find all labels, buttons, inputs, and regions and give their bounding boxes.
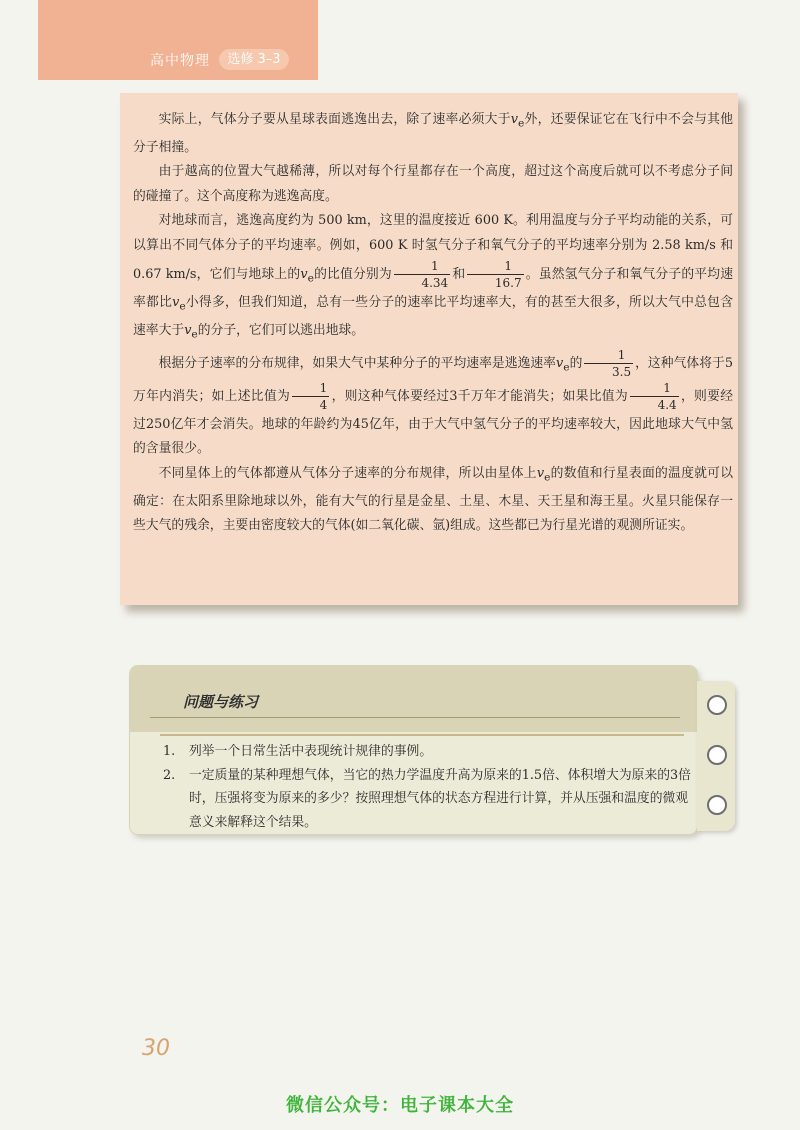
exercise-item: 1. 列举一个日常生活中表现统计规律的事例。 xyxy=(163,744,433,759)
volume-label: 选修 3–3 xyxy=(219,49,289,70)
page-number: 30 xyxy=(142,1036,170,1061)
paragraph-2: 由于越高的位置大气越稀薄，所以对每个行星都存在一个高度，超过这个高度后就可以不考虑分子间的碰撞了。这个高度称为逃逸高度。 xyxy=(133,164,733,204)
exercise-title: 问题与练习 xyxy=(183,693,259,711)
binder-ring-icon xyxy=(707,745,727,765)
paragraph-4: 根据分子速率的分布规律，如果大气中某种分子的平均速率是逃逸速率$v_e$的 $\frac{1}{3.5}$ ，这种气体将于5万年内消失；如上述比值为 $\frac{1}{4}$ ，则这种气体要经过3千万年才能消失；如果比值为 $\frac{1}{4.4}$ ，则要经过250亿年才会消失。地球的年龄约为45亿年，由于大气中氢气分子的平均速率较大，因此地球大气中氢的含量很少。 xyxy=(133,347,734,457)
exercise-divider xyxy=(160,734,684,736)
paragraph-3: 对地球而言，逃逸高度约为 500 km，这里的温度接近 600 K。利用温度与分子平均动能的关系，可以算出不同气体分子的平均速率。例如，600 K 时氢气分子和氧气分子的平均速率分别为 2.58 km/s 和 0.67 km/s，它们与地球上的$v_e$的比值分别为 $\frac{1}{4.34}$ 和 $\frac{1}{16.7}$ 。虽然氢气分子和氧气分子的平均速率都比$v_e$小得多，但我们知道，总有一些分子的速率比平均速率大，有的甚至大很多，所以大气中总包含速率大于$v_e$的分子，它们可以逃出地球。 xyxy=(133,213,734,341)
watermark: 微信公众号：电子课本大全 xyxy=(286,1095,514,1116)
exercise-list xyxy=(163,740,693,834)
exercise-item: 2. 一定质量的某种理想气体，当它的热力学温度升高为原来的1.5倍、体积增大为原来的3倍时，压强将变为原来的多少？按照理想气体的状态方程进行计算，并从压强和温度的微观意义来解释这个结果。 xyxy=(163,767,691,830)
fraction-1-44: $\frac{1}{4.4}$ xyxy=(630,380,679,413)
book-title: 高中物理 xyxy=(150,53,210,69)
fraction-1-434: $\frac{1}{4.34}$ xyxy=(394,258,450,291)
binder-ring-icon xyxy=(707,795,727,815)
fraction-1-167: $\frac{1}{16.7}$ xyxy=(467,258,523,291)
binder-ring-icon xyxy=(707,695,727,715)
paragraph-5: 不同星体上的气体都遵从气体分子速率的分布规律，所以由星体上$v_e$的数值和行星表面的温度就可以确定：在太阳系里除地球以外，能有大气的行星是金星、土星、木星、天王星和海王星。火星只能保存一些大气的残余，主要由密度较大的气体(如二氧化碳、氩)组成。这些都已为行星光谱的观测所证实。 xyxy=(133,465,734,534)
exercise-title-rule xyxy=(150,717,680,718)
paragraph-1: 实际上，气体分子要从星球表面逃逸出去，除了速率必须大于$v_e$外，还要保证它在飞行中不会与其他分子相撞。 xyxy=(133,112,734,155)
fraction-1-4: $\frac{1}{4}$ xyxy=(292,380,329,413)
fraction-1-35: $\frac{1}{3.5}$ xyxy=(584,347,633,380)
reading-text xyxy=(133,108,733,538)
